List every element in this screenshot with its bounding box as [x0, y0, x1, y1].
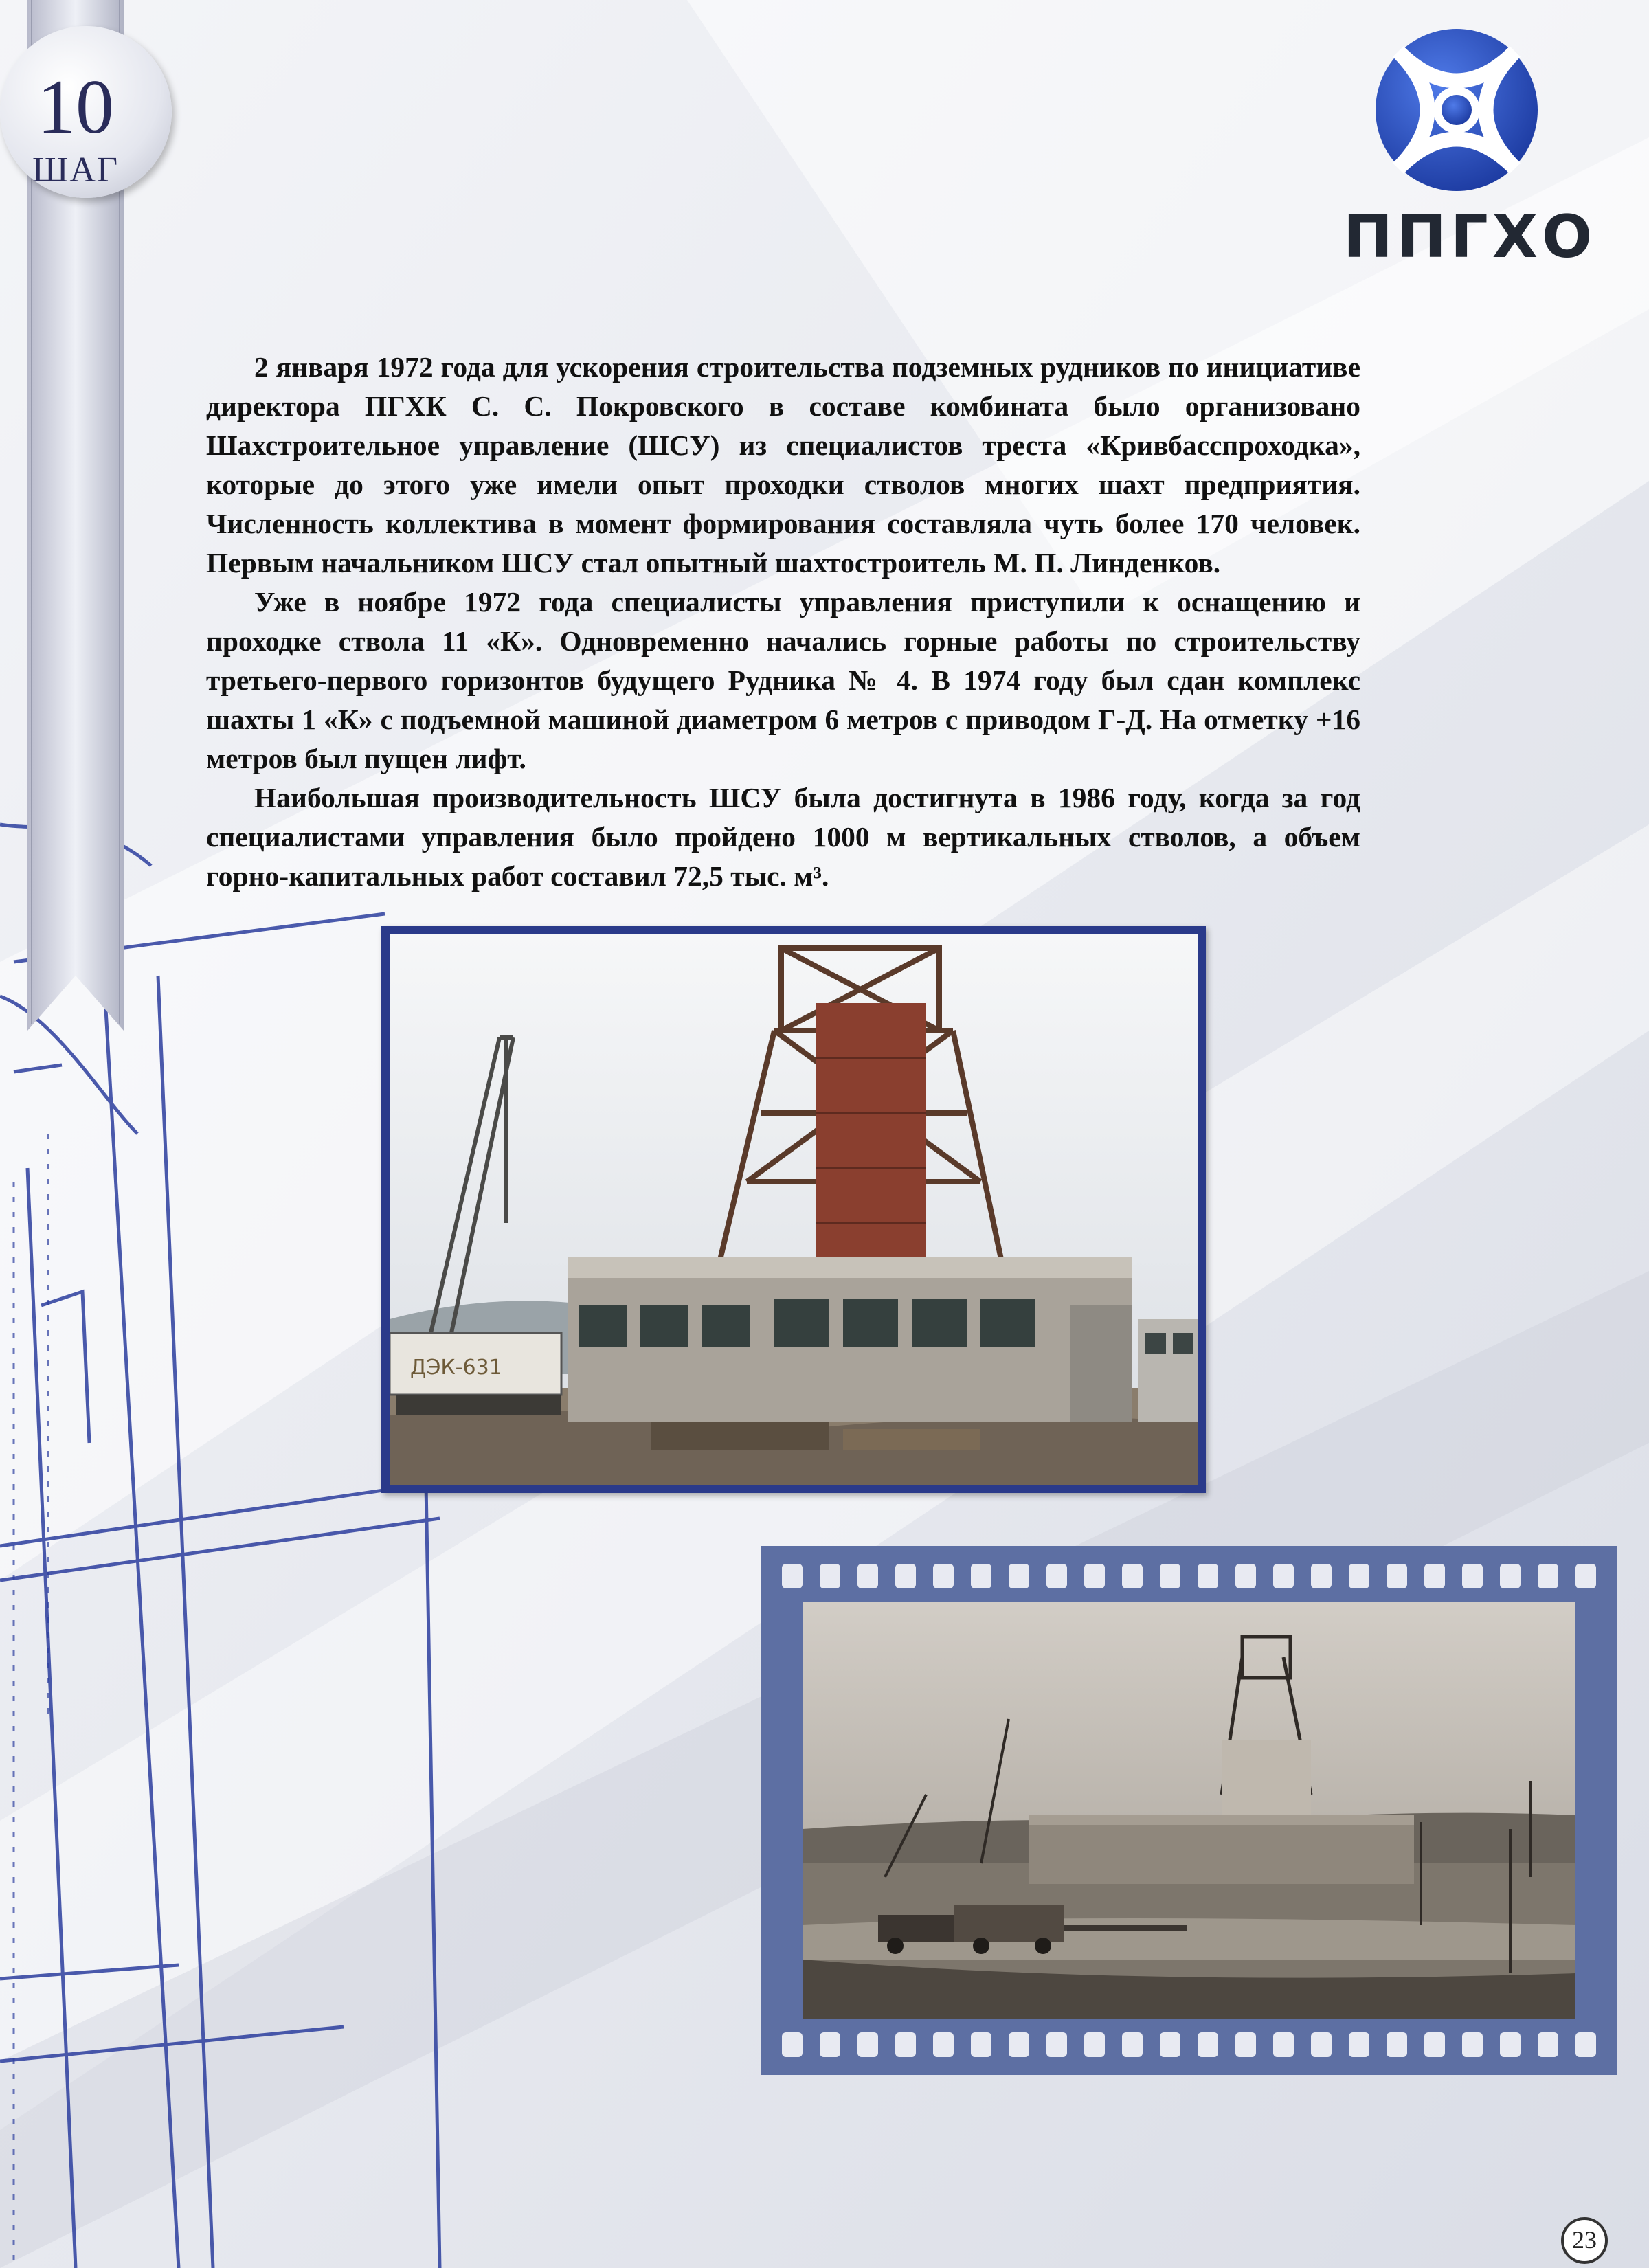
- step-badge: [0, 26, 172, 198]
- step-word: ШАГ: [32, 150, 120, 190]
- company-logo-text: ППГХО: [1343, 203, 1597, 271]
- paragraph-2: Уже в ноябре 1972 года специалисты управления приступили к оснащению и проходке ствола 11 «К». Одновременно начались горные работы по строительству третьего-первого горизонтов будущего Рудника № 4. В 1974 году был сдан комплекс шахты 1 «К» с подъемной машиной диаметром 6 метров с приводом Г-Д. На отметку +16 метров был пущен лифт.: [206, 586, 1360, 774]
- photo-construction-site: [803, 1602, 1575, 2019]
- page-number: 23: [1561, 2217, 1608, 2264]
- film-strip: [761, 1546, 1617, 2075]
- paragraph-3: Наибольшая производительность ШСУ была достигнута в 1986 году, когда за год специалистами управления было пройдено 1000 м вертикальных стволов, а объем горно-капитальных работ составил 72,5 тыс. м³.: [206, 782, 1360, 892]
- article-text: [206, 348, 1360, 896]
- crane-label: ДЭК-631: [410, 1356, 502, 1380]
- photo-headframe: [390, 934, 1198, 1485]
- photo-headframe-frame: [381, 926, 1206, 1493]
- paragraph-1: 2 января 1972 года для ускорения строительства подземных рудников по инициативе директора ПГХК С. С. Покровского в составе комбината было организовано Шахстроительное управление (ШСУ) из специалистов треста «Кривбасспроходка», которые до этого уже имели опыт проходки стволов многих шахт предприятия. Численность коллектива в момент формирования составляла чуть более 170 человек. Первым начальником ШСУ стал опытный шахтостроитель М. П. Линденков.: [206, 351, 1360, 579]
- step-number: 10: [37, 65, 114, 150]
